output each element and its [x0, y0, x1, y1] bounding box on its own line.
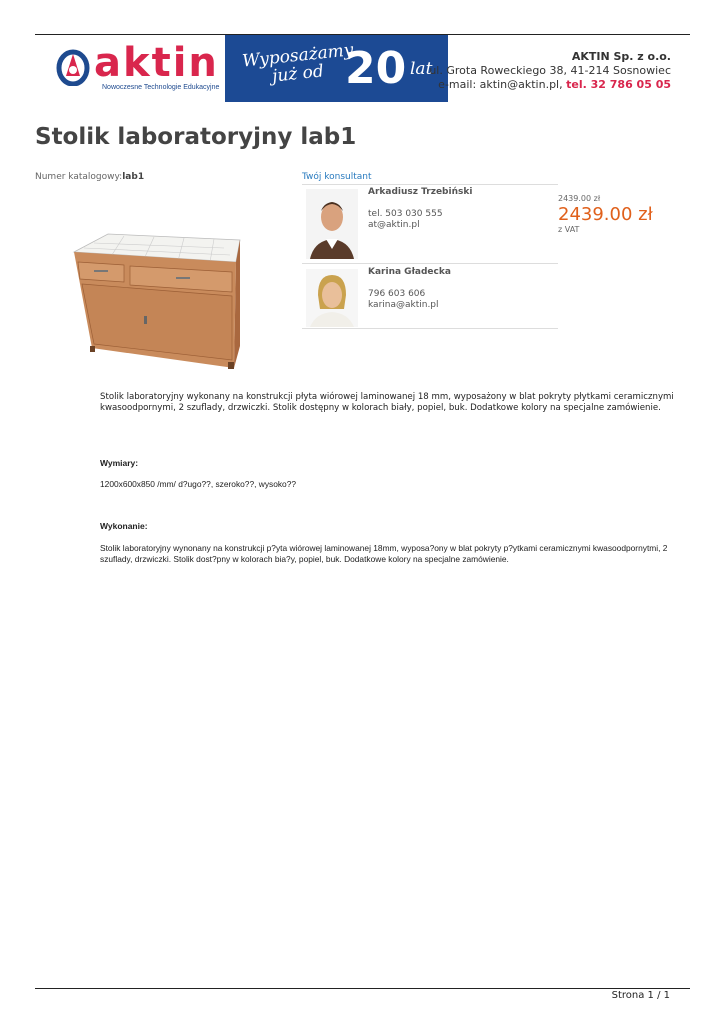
- aktin-logo: [56, 40, 226, 96]
- page-title: Stolik laboratoryjny lab1: [35, 124, 357, 150]
- price-net: 2439.00 zł: [558, 194, 601, 203]
- consultant-heading[interactable]: Twój konsultant: [302, 172, 372, 182]
- company-contact: [429, 78, 671, 92]
- consultant-email[interactable]: at@aktin.pl: [368, 220, 420, 230]
- consultant-phone[interactable]: 796 603 606: [368, 289, 426, 299]
- banner-number: 20: [345, 43, 407, 94]
- product-description: Stolik laboratoryjny wykonany na konstrukcji płyta wiórowej laminowanej 18 mm, wyposażony w blat pokryty płytkami ceramicznymi kwasoodpornymi, 2 szuflady, drzwiczki. Stolik dostępny w kolorach biały, popiel, buk. Dodatkowe kolory na specjalne zamówienie.: [100, 392, 674, 413]
- logo-tagline: Nowoczesne Technologie Edukacyjne: [102, 84, 220, 91]
- banner-script: Wyposażamy już od: [241, 40, 355, 87]
- bottom-rule: [35, 988, 690, 989]
- catalog-number: [35, 172, 144, 182]
- execution-text: Stolik laboratoryjny wynonany na konstrukcji p?yta wiórowej laminowanej 18mm, wyposa?ony w blat pokryty p?ytkami ceramicznymi kwasoodpornytmi, 2 szuflady, drzwiczki. Stolik dost?pny w kolorach bia?y, popiel, buk. Dodatkowe kolory na specjalne zamówienie.: [100, 543, 668, 564]
- execution-heading: Wykonanie:: [100, 521, 148, 531]
- divider: [302, 328, 558, 329]
- banner-unit: lat: [410, 59, 433, 79]
- page-number: Strona 1 / 1: [611, 990, 670, 1001]
- dimensions-text: 1200x600x850 /mm/ d?ugo??, szeroko??, wysoko??: [100, 479, 297, 489]
- consultant-photo-icon: [306, 189, 358, 259]
- aktin-logo-mark-icon: [56, 46, 90, 86]
- company-address: ul. Grota Roweckiego 38, 41-214 Sosnowiec: [429, 64, 671, 77]
- company-info: [429, 50, 671, 92]
- consultant-photo-icon: [306, 269, 358, 327]
- price-gross: 2439.00 zł: [558, 204, 653, 225]
- consultant-card: [302, 184, 558, 264]
- consultant-name: Arkadiusz Trzebiński: [368, 187, 473, 197]
- consultant-phone[interactable]: tel. 503 030 555: [368, 209, 443, 219]
- company-name: AKTIN Sp. z o.o.: [571, 50, 671, 63]
- price-vat-label: z VAT: [558, 225, 580, 234]
- company-email[interactable]: e-mail: aktin@aktin.pl,: [438, 78, 563, 91]
- logo-text: aktin: [94, 40, 219, 86]
- company-phone[interactable]: tel. 32 786 05 05: [566, 78, 671, 91]
- consultant-name: Karina Gładecka: [368, 267, 451, 277]
- consultant-email[interactable]: karina@aktin.pl: [368, 300, 439, 310]
- catalog-label: Numer katalogowy:: [35, 172, 123, 182]
- catalog-value: lab1: [122, 172, 145, 182]
- product-image: [64, 228, 242, 370]
- anniversary-banner: [225, 35, 448, 102]
- consultant-card: [302, 264, 558, 328]
- dimensions-heading: Wymiary:: [100, 458, 139, 468]
